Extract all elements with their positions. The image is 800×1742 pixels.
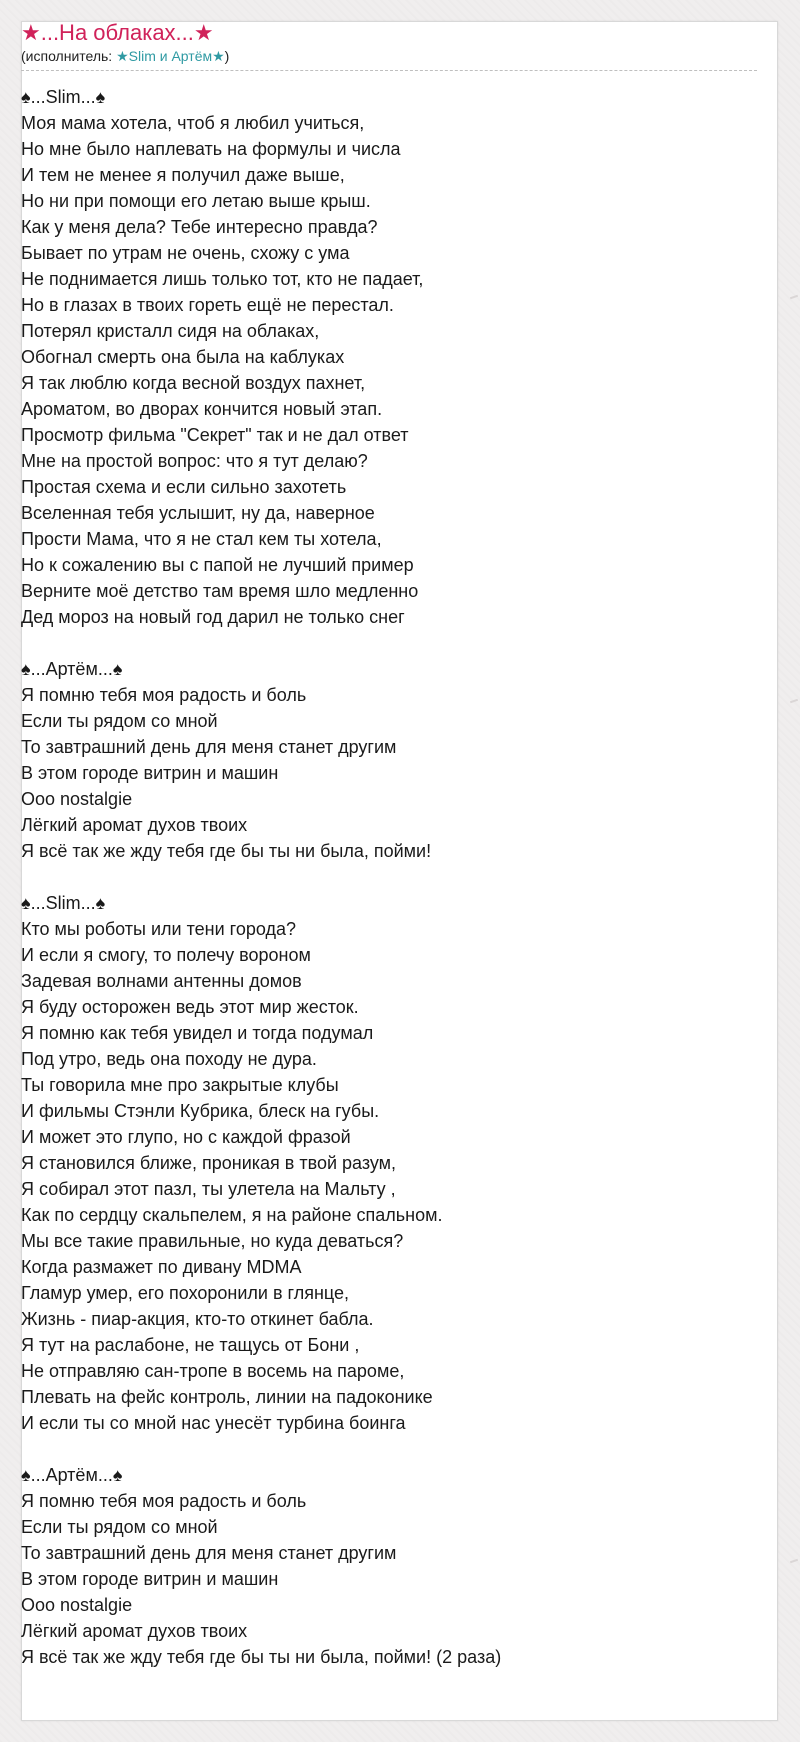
subtitle-suffix: ) [224,48,230,64]
lyric-line: Кто мы роботы или тени города? [21,919,296,939]
lyric-line: Лёгкий аромат духов твоих [21,1621,248,1641]
page-edge-decoration [788,0,800,1742]
verse-performer-label: ♠...Slim...♠ [21,893,106,913]
stanza-break [21,864,757,890]
lyric-line: Если ты рядом со мной [21,711,218,731]
lyric-line: Я помню тебя моя радость и боль [21,1491,307,1511]
lyric-line: В этом городе витрин и машин [21,763,279,783]
lyric-line: Я собирал этот пазл, ты улетела на Мальту , [21,1179,396,1199]
lyric-line: Мне на простой вопрос: что я тут делаю? [21,451,368,471]
lyric-line: Жизнь - пиар-акция, кто-то откинет бабла. [21,1309,374,1329]
lyric-line: Как по сердцу скальпелем, я на районе спальном. [21,1205,443,1225]
lyric-line: То завтрашний день для меня станет другим [21,1543,397,1563]
lyric-line: Под утро, ведь она походу не дура. [21,1049,317,1069]
verse-performer-label: ♠...Slim...♠ [21,87,106,107]
lyric-line: Задевая волнами антенны домов [21,971,302,991]
lyric-line: Гламур умер, его похоронили в глянце, [21,1283,350,1303]
verse-performer-label: ♠...Артём...♠ [21,659,123,679]
lyric-line: Плевать на фейс контроль, линии на падоконике [21,1387,433,1407]
edge-mark [790,295,798,300]
lyric-line: И может это глупо, но с каждой фразой [21,1127,351,1147]
lyric-line: Обогнал смерть она была на каблуках [21,347,345,367]
artist-link[interactable]: ★Slim и Артём★ [116,48,225,64]
lyric-line: Но ни при помощи его летаю выше крыш. [21,191,371,211]
song-header [21,20,757,65]
lyric-line: Я всё так же жду тебя где бы ты ни была, пойми! (2 раза) [21,1647,502,1667]
lyric-line: Но мне было наплевать на формулы и числа [21,139,401,159]
song-title: ★...На облаках...★ [21,20,214,45]
lyric-line: Дед мороз на новый год дарил не только снег [21,607,405,627]
lyric-line: Не поднимается лишь только тот, кто не падает, [21,269,424,289]
lyric-line: И тем не менее я получил даже выше, [21,165,345,185]
lyrics-body [21,84,757,1670]
lyric-line: Прости Мама, что я не стал кем ты хотела, [21,529,382,549]
lyric-line: Верните моё детство там время шло медленно [21,581,419,601]
lyric-line: В этом городе витрин и машин [21,1569,279,1589]
lyric-line: Как у меня дела? Тебе интересно правда? [21,217,378,237]
lyric-line: Моя мама хотела, чтоб я любил учиться, [21,113,365,133]
lyric-line: Бывает по утрам не очень, схожу с ума [21,243,350,263]
lyric-line: Я становился ближе, проникая в твой разум, [21,1153,397,1173]
subtitle-prefix: (исполнитель: [21,48,117,64]
lyric-line: Я всё так же жду тебя где бы ты ни была, пойми! [21,841,432,861]
lyric-line: Но к сожалению вы с папой не лучший пример [21,555,414,575]
lyric-line: Потерял кристалл сидя на облаках, [21,321,320,341]
lyric-line: То завтрашний день для меня станет другим [21,737,397,757]
lyric-line: И если ты со мной нас унесёт турбина боинга [21,1413,406,1433]
lyric-line: Ароматом, во дворах кончится новый этап. [21,399,383,419]
lyric-line: Мы все такие правильные, но куда деваться? [21,1231,404,1251]
header-divider [21,70,757,71]
lyric-line: Но в глазах в твоих гореть ещё не перестал. [21,295,394,315]
lyric-line: Я буду осторожен ведь этот мир жесток. [21,997,359,1017]
lyric-line: Лёгкий аромат духов твоих [21,815,248,835]
lyric-line: Ооо nostalgie [21,789,133,809]
stanza-break [21,630,757,656]
stanza-break [21,1436,757,1462]
edge-mark [790,699,798,704]
lyric-line: Если ты рядом со мной [21,1517,218,1537]
lyric-line: Когда размажет по дивану MDMA [21,1257,302,1277]
lyric-line: И если я смогу, то полечу вороном [21,945,311,965]
lyric-line: Не отправляю сан-тропе в восемь на пароме, [21,1361,405,1381]
lyric-line: И фильмы Стэнли Кубрика, блеск на губы. [21,1101,380,1121]
lyric-line: Я помню как тебя увидел и тогда подумал [21,1023,374,1043]
lyric-line: Простая схема и если сильно захотеть [21,477,347,497]
lyric-line: Просмотр фильма "Секрет" так и не дал ответ [21,425,409,445]
lyric-line: Я помню тебя моя радость и боль [21,685,307,705]
edge-mark [790,1559,798,1564]
verse-performer-label: ♠...Артём...♠ [21,1465,123,1485]
lyric-line: Вселенная тебя услышит, ну да, наверное [21,503,375,523]
lyric-line: Ты говорила мне про закрытые клубы [21,1075,339,1095]
song-subtitle [21,47,757,65]
lyric-line: Я так люблю когда весной воздух пахнет, [21,373,366,393]
lyric-line: Я тут на раслабоне, не тащусь от Бони , [21,1335,360,1355]
lyric-line: Ооо nostalgie [21,1595,133,1615]
